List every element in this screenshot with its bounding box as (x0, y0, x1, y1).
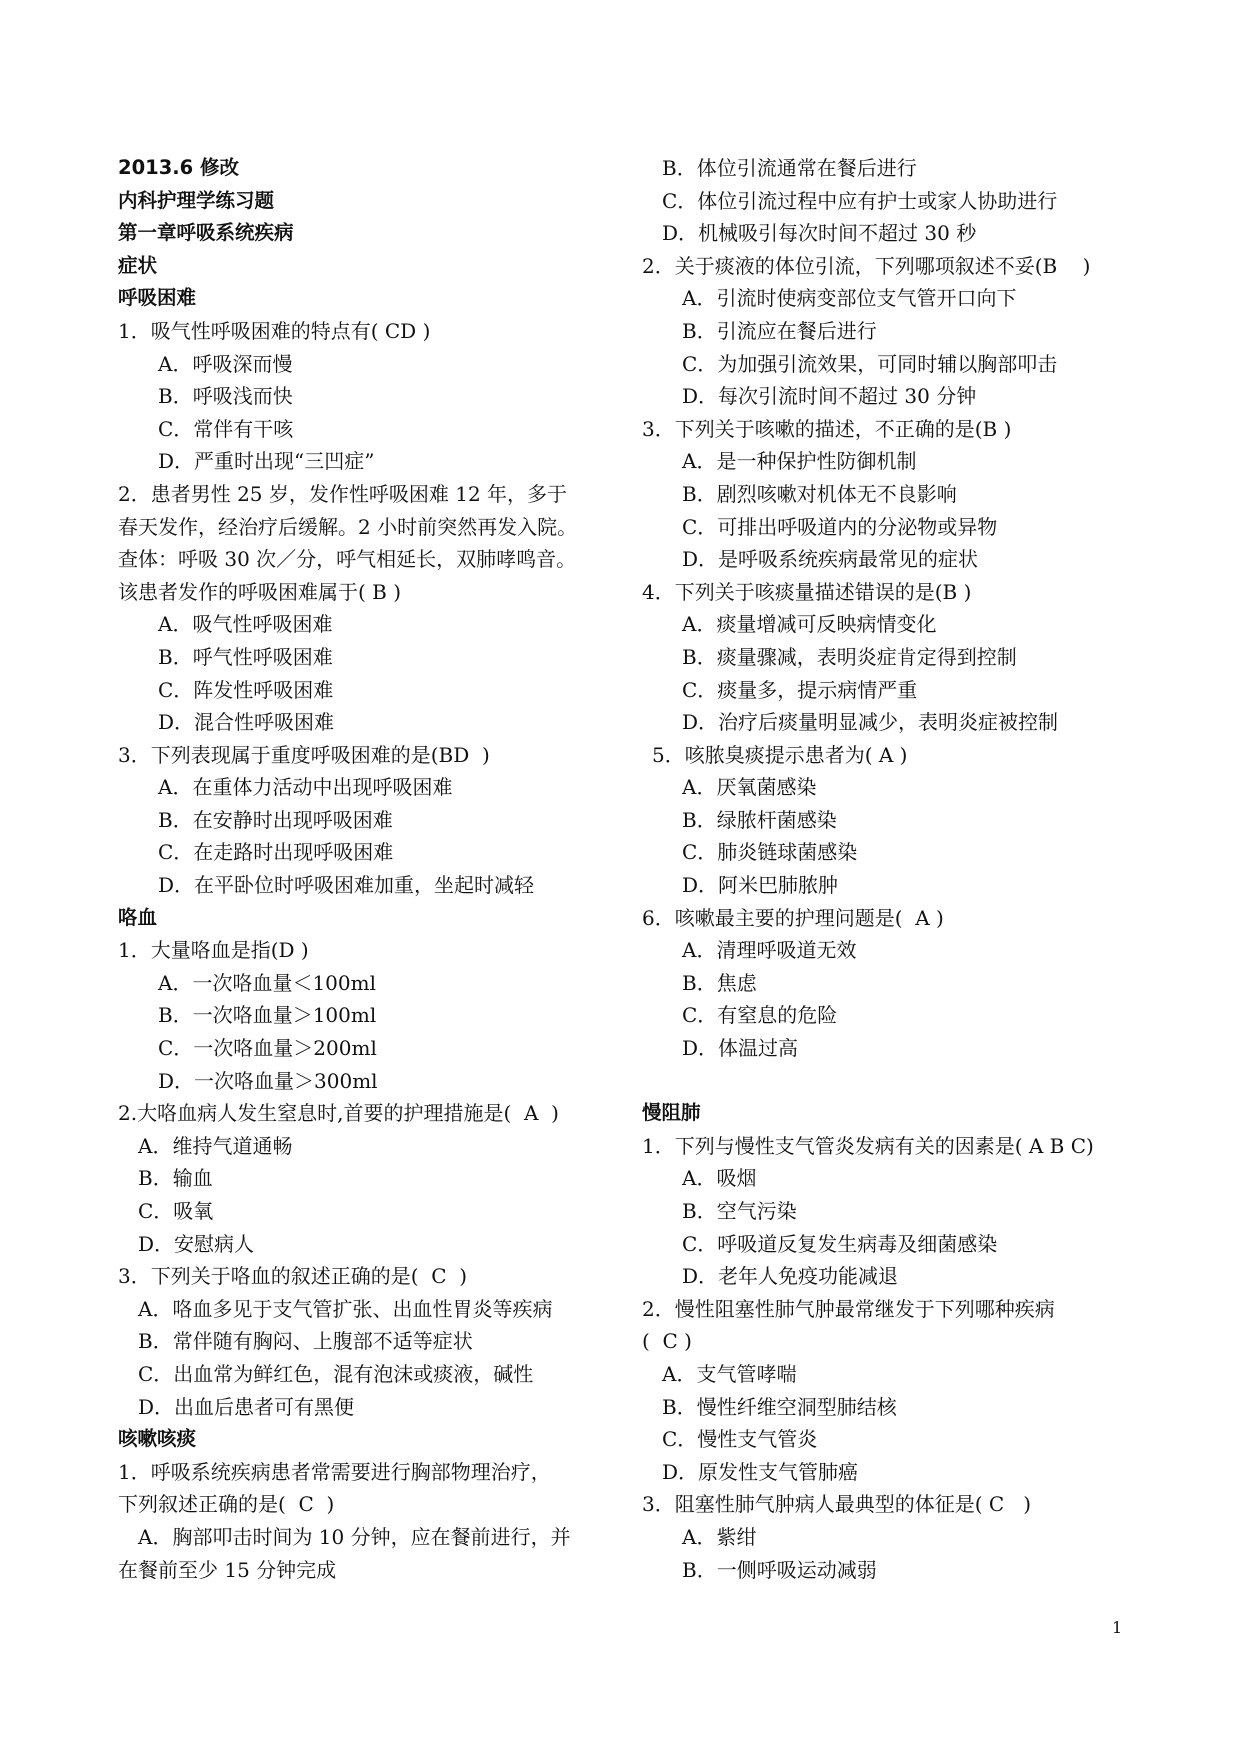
text-line: 下列叙述正确的是( C ) (118, 1492, 335, 1517)
text-line: C．常伴有干咳 (158, 416, 294, 441)
text-line: D．阿米巴肺脓肿 (682, 873, 839, 898)
text-line: 查体：呼吸 30 次／分，呼气相延长，双肺哮鸣音。 (118, 547, 577, 572)
text-line: D．原发性支气管肺癌 (662, 1459, 859, 1484)
text-line: 1．下列与慢性支气管炎发病有关的因素是( A B C) (642, 1133, 1094, 1158)
blank-line (642, 1065, 1162, 1098)
text-line: C．可排出呼吸道内的分泌物或异物 (682, 514, 998, 539)
text-line: 2．患者男性 25 岁，发作性呼吸困难 12 年，多于 (118, 481, 568, 506)
text-line: A．痰量增减可反映病情变化 (682, 612, 937, 637)
text-line: A．咯血多见于支气管扩张、出血性胃炎等疾病 (138, 1296, 553, 1321)
text-line: D．体温过高 (682, 1036, 799, 1061)
text-line: D．出血后患者可有黑便 (138, 1394, 355, 1419)
text-line: C．慢性支气管炎 (662, 1427, 818, 1452)
text-line: B．输血 (138, 1166, 213, 1191)
text-line: C．肺炎链球菌感染 (682, 840, 858, 865)
section-heading: 2013.6 修改 (118, 156, 240, 179)
text-line: C．为加强引流效果，可同时辅以胸部叩击 (682, 351, 1058, 376)
text-line: A．支气管哮喘 (662, 1361, 797, 1386)
text-line: D．在平卧位时呼吸困难加重，坐起时减轻 (158, 873, 535, 898)
text-line: 春天发作，经治疗后缓解。2 小时前突然再发入院。 (118, 514, 578, 539)
text-line: A．紫绀 (682, 1524, 757, 1549)
text-line: 2.大咯血病人发生窒息时,首要的护理措施是( A ) (118, 1101, 559, 1126)
section-heading: 咳嗽咳痰 (118, 1427, 197, 1451)
text-line: A．呼吸深而慢 (158, 351, 293, 376)
section-heading: 内科护理学练习题 (118, 188, 275, 212)
text-line: B．常伴随有胸闷、上腹部不适等症状 (138, 1329, 473, 1354)
text-line: D．混合性呼吸困难 (158, 710, 335, 735)
text-line: A．一次咯血量＜100ml (158, 970, 376, 995)
text-line: 3．阻塞性肺气肿病人最典型的体征是( C ) (642, 1492, 1032, 1517)
text-line: C．在走路时出现呼吸困难 (158, 840, 394, 865)
section-heading: 呼吸困难 (118, 286, 197, 310)
text-line: A．吸气性呼吸困难 (158, 612, 333, 637)
text-line: 该患者发作的呼吸困难属于( B ) (118, 579, 402, 604)
section-heading: 慢阻肺 (642, 1101, 701, 1125)
right-column (642, 152, 1162, 1586)
text-line: 3．下列关于咳嗽的描述，不正确的是(B ) (642, 416, 1012, 441)
text-line: B．焦虑 (682, 970, 757, 995)
text-line: 3．下列表现属于重度呼吸困难的是(BD ) (118, 742, 490, 767)
text-line: ( C ) (642, 1329, 692, 1354)
text-line: B．慢性纤维空洞型肺结核 (662, 1394, 897, 1419)
text-line: A．引流时使病变部位支气管开口向下 (682, 286, 1017, 311)
text-line: D．治疗后痰量明显减少，表明炎症被控制 (682, 710, 1059, 735)
text-line: A．厌氧菌感染 (682, 775, 817, 800)
text-line: B．一侧呼吸运动减弱 (682, 1557, 877, 1582)
text-line: A．在重体力活动中出现呼吸困难 (158, 775, 453, 800)
text-line: C．吸氧 (138, 1199, 214, 1223)
text-line: B．剧烈咳嗽对机体无不良影响 (682, 481, 957, 506)
text-line: D．安慰病人 (138, 1231, 255, 1256)
text-line: A．清理呼吸道无效 (682, 938, 857, 963)
text-line: B．体位引流通常在餐后进行 (662, 156, 917, 180)
text-line: A．是一种保护性防御机制 (682, 449, 917, 474)
text-line: B．空气污染 (682, 1199, 797, 1223)
section-heading: 症状 (118, 253, 158, 277)
text-line: A．胸部叩击时间为 10 分钟，应在餐前进行，并 (138, 1524, 571, 1549)
text-line: C．出血常为鲜红色，混有泡沫或痰液，碱性 (138, 1361, 534, 1386)
text-line: B．引流应在餐后进行 (682, 318, 877, 343)
text-line: C．阵发性呼吸困难 (158, 677, 334, 702)
text-line: C．体位引流过程中应有护士或家人协助进行 (662, 188, 1058, 213)
text-line: 2．慢性阻塞性肺气肿最常继发于下列哪种疾病 (642, 1296, 1055, 1321)
text-line: B．呼吸浅而快 (158, 384, 293, 409)
text-line: D．一次咯血量＞300ml (158, 1068, 378, 1093)
text-line: C．一次咯血量＞200ml (158, 1036, 377, 1061)
text-line: D．是呼吸系统疾病最常见的症状 (682, 547, 979, 572)
text-line: A．吸烟 (682, 1166, 757, 1191)
text-line: B．在安静时出现呼吸困难 (158, 807, 393, 832)
text-line: 2．关于痰液的体位引流，下列哪项叙述不妥(B ) (642, 253, 1091, 278)
text-line: 在餐前至少 15 分钟完成 (118, 1557, 337, 1582)
text-line: D．机械吸引每次时间不超过 30 秒 (662, 221, 977, 246)
text-line: C．有窒息的危险 (682, 1003, 838, 1028)
text-line: 4．下列关于咳痰量描述错误的是(B ) (642, 579, 972, 604)
page-number: 1 (1112, 1618, 1123, 1637)
section-heading: 第一章呼吸系统疾病 (118, 221, 294, 245)
text-line: C．痰量多，提示病情严重 (682, 677, 918, 702)
text-line: C．呼吸道反复发生病毒及细菌感染 (682, 1231, 998, 1256)
text-line: B．痰量骤减，表明炎症肯定得到控制 (682, 644, 1017, 669)
text-line: B．一次咯血量＞100ml (158, 1003, 377, 1028)
text-line: A．维持气道通畅 (138, 1133, 293, 1158)
text-line: 1．吸气性呼吸困难的特点有( CD ) (118, 318, 431, 343)
left-column (118, 152, 618, 1586)
section-heading: 咯血 (118, 905, 158, 929)
text-line: 1．大量咯血是指(D ) (118, 938, 309, 963)
text-line: D．每次引流时间不超过 30 分钟 (682, 384, 977, 409)
text-line: D．严重时出现“三凹症” (158, 449, 375, 474)
text-line: 3．下列关于咯血的叙述正确的是( C ) (118, 1264, 468, 1289)
text-line: 5．咳脓臭痰提示患者为( A ) (652, 742, 908, 767)
text-line: 1．呼吸系统疾病患者常需要进行胸部物理治疗， (118, 1459, 551, 1484)
text-line: B．呼气性呼吸困难 (158, 644, 333, 669)
text-line: B．绿脓杆菌感染 (682, 807, 837, 832)
text-line: 6．咳嗽最主要的护理问题是( A ) (642, 905, 944, 930)
text-line: D．老年人免疫功能减退 (682, 1264, 899, 1289)
